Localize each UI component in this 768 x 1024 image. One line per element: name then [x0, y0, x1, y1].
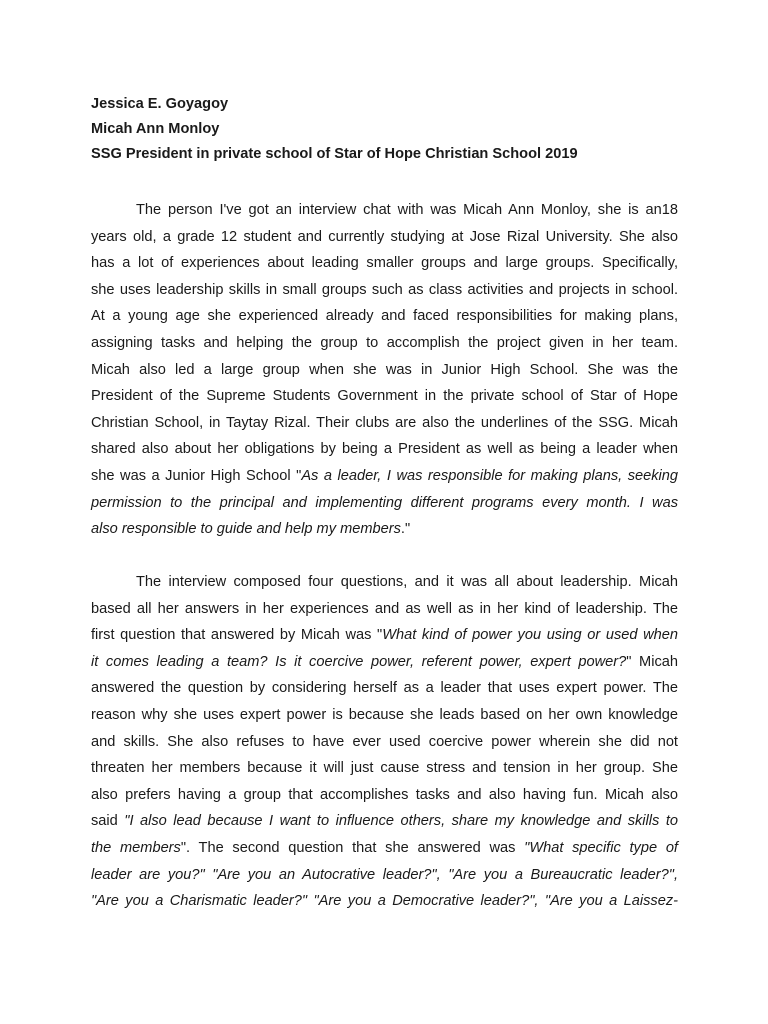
text-run: has a lot of experiences about leading smaller groups and large groups. Specifically, [91, 255, 678, 272]
text-run: At a young age she experienced already and faced responsibilities for making plans, [91, 308, 678, 325]
text-line [91, 569, 678, 596]
italic-quote-run: As a leader, I was responsible for making plans, seeking [301, 467, 678, 484]
text-line [91, 490, 678, 517]
text-line [91, 463, 678, 490]
text-line [91, 675, 678, 702]
text-line [91, 410, 678, 437]
text-run: she was a Junior High School " [91, 467, 302, 484]
text-run: she uses leadership skills in small groups such as class activities and projects in school. [91, 281, 678, 298]
text-run: Christian School, in Taytay Rizal. Their clubs are also the underlines of the SSG. Micah [91, 414, 678, 431]
text-line [91, 702, 678, 729]
italic-quote-run: the members [91, 839, 181, 856]
italic-quote-run: also responsible to guide and help my members [91, 521, 401, 538]
text-line [91, 197, 678, 224]
italic-quote-run: "Are you a Charismatic leader?" "Are you a Democrative leader?", "Are you a Laissez- [91, 893, 678, 910]
paragraph-1 [91, 197, 678, 543]
text-run: Micah also led a large group when she was in Junior High School. She was the [91, 361, 678, 378]
text-run: also prefers having a group that accomplishes tasks and also having fun. Micah also [91, 786, 678, 803]
text-line [91, 596, 678, 623]
text-line [91, 250, 678, 277]
text-run: reason why she uses expert power is because she leads based on her own knowledge [91, 706, 678, 723]
text-line [91, 436, 678, 463]
text-line [91, 782, 678, 809]
text-run: and skills. She also refuses to have ever used coercive power wherein she did not [91, 733, 678, 750]
text-run: ". The second question that she answered was [180, 839, 525, 856]
text-run: shared also about her obligations by being a President as well as being a leader when [91, 441, 678, 458]
text-run: The person I've got an interview chat with was Micah Ann Monloy, she is an18 [136, 202, 678, 218]
text-line [91, 277, 678, 304]
text-run: " Micah [626, 653, 678, 670]
text-run: based all her answers in her experiences and as well as in her kind of leadership. The [91, 600, 678, 617]
text-run: years old, a grade 12 student and currently studying at Jose Rizal University. She also [91, 228, 678, 245]
author-name: Jessica E. Goyagoy [91, 96, 229, 112]
text-run: assigning tasks and helping the group to accomplish the project given in her team. [91, 334, 678, 351]
italic-quote-run: permission to the principal and implementing different programs every month. I was [91, 494, 678, 511]
text-run: ." [400, 521, 411, 538]
italic-quote-run: leader are you?" "Are you an Autocrative leader?", "Are you a Bureaucratic leader?", [91, 866, 678, 883]
italic-quote-run: "I also lead because I want to influence others, share my knowledge and skills to [124, 813, 679, 830]
text-line [91, 649, 678, 676]
text-line [91, 888, 678, 915]
text-line [91, 224, 678, 251]
paragraph-2 [91, 569, 678, 915]
text-line [91, 622, 678, 649]
text-line [91, 330, 678, 357]
text-run: threaten her members because it will just cause stress and tension in her group. She [91, 760, 678, 777]
text-line [91, 303, 678, 330]
text-line [91, 835, 678, 862]
text-line [91, 729, 678, 756]
document-header [91, 92, 691, 167]
text-run: said [91, 813, 125, 830]
interviewee-name: Micah Ann Monloy [91, 121, 220, 137]
text-run: first question that answered by Micah was " [91, 627, 383, 644]
text-run: President of the Supreme Students Government in the private school of Star of Hope [91, 388, 678, 405]
text-line [91, 862, 678, 889]
text-line [91, 357, 678, 384]
italic-quote-run: What kind of power you using or used when [382, 627, 678, 644]
text-line [91, 808, 678, 835]
document-title: SSG President in private school of Star of Hope Christian School 2019 [91, 146, 578, 162]
italic-quote-run: "What specific type of [524, 839, 678, 856]
text-line [91, 383, 678, 410]
text-run: answered the question by considering herself as a leader that uses expert power. The [91, 680, 678, 697]
text-line [91, 755, 678, 782]
text-run: The interview composed four questions, and it was all about leadership. Micah [136, 574, 678, 590]
text-line [91, 516, 678, 543]
italic-quote-run: it comes leading a team? Is it coercive power, referent power, expert power? [91, 653, 627, 670]
